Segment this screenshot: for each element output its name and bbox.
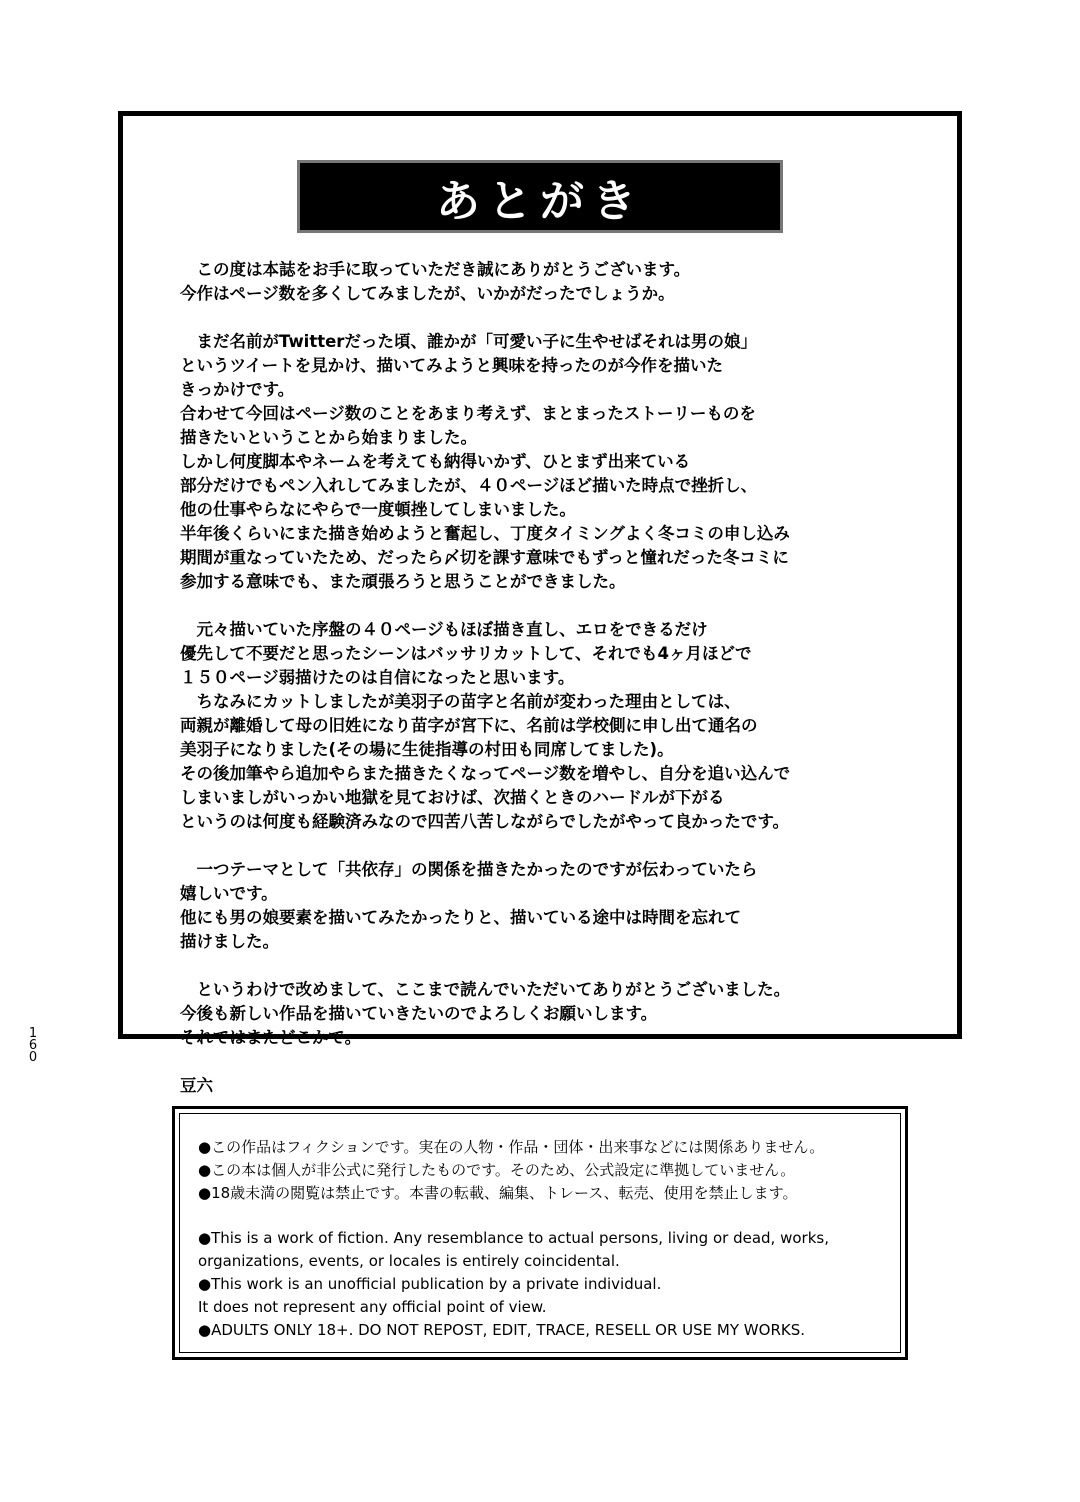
disclaimer-line-ja: ●この本は個人が非公式に発行したものです。そのため、公式設定に準拠していません。 [198,1161,796,1179]
disclaimer-line-ja: ●18歳未満の閲覧は禁止です。本書の転載、編集、トレース、転売、使用を禁止します。 [198,1184,798,1202]
page-number-digit: 1 [28,1026,38,1041]
text-line: ちなみにカットしましたが美羽子の苗字と名前が変わった理由としては、 [180,692,741,711]
text-line: というツイートを見かけ、描いてみようと興味を持ったのが今作を描いた [180,356,724,375]
disclaimer-line-en: organizations, events, or locales is entirely coincidental. [198,1252,620,1270]
disclaimer-line-en: ●This work is an unofficial publication by a private individual. [198,1275,662,1293]
text-line: 描けました。 [180,932,279,951]
text-line: この度は本誌をお手に取っていただき誠にありがとうございます。 [180,260,691,279]
text-line: 期間が重なっていたため、だったら〆切を課す意味でもずっと憧れだった冬コミに [180,548,789,567]
disclaimer-line-ja: ●この作品はフィクションです。実在の人物・作品・団体・出来事などには関係ありません。 [198,1138,825,1156]
text-line: 両親が離婚して母の旧姓になり苗字が宮下に、名前は学校側に申し出て通名の [180,716,758,735]
disclaimer-line-en: ●This is a work of fiction. Any resemblance to actual persons, living or dead, works, [198,1229,829,1247]
text-line: まだ名前がTwitterだった頃、誰かが「可愛い子に生やせばそれは男の娘」 [180,332,757,351]
disclaimer-line-en: ●ADULTS ONLY 18+. DO NOT REPOST, EDIT, TRACE, RESELL OR USE MY WORKS. [198,1321,805,1339]
text-line: 元々描いていた序盤の４０ページもほぼ描き直し、エロをできるだけ [180,620,708,639]
afterword-body [180,258,920,1122]
disclaimer-line-en: It does not represent any official point of view. [198,1298,547,1316]
text-line: というわけで改めまして、ここまで読んでいただいてありがとうございました。 [180,980,791,999]
spacer [198,1205,900,1227]
disclaimer-text [179,1113,901,1353]
paragraph [180,330,920,594]
text-line: 今作はページ数を多くしてみましたが、いかがだったでしょうか。 [180,284,675,303]
text-line: 参加する意味でも、また頑張ろうと思うことができました。 [180,572,626,591]
text-line: 他の仕事やらなにやらで一度頓挫してしまいました。 [180,500,576,519]
title-banner [297,160,783,233]
text-line: 豆六 [180,1076,213,1095]
text-line: 嬉しいです。 [180,884,278,903]
text-line: しかし何度脚本やネームを考えても納得いかず、ひとまず出来ている [180,452,691,471]
text-line: 美羽子になりました(その場に生徒指導の村田も同席してました)。 [180,740,674,759]
paragraph [180,858,920,954]
page-number-digit: 6 [28,1038,38,1053]
page-number [27,1028,39,1064]
text-line: その後加筆やら追加やらまた描きたくなってページ数を増やし、自分を追い込んで [180,764,791,783]
text-line: きっかけです。 [180,380,295,399]
text-line: 半年後くらいにまた描き始めようと奮起し、丁度タイミングよく冬コミの申し込み [180,524,790,543]
page-number-digit: 0 [28,1050,38,1065]
text-line: 一つテーマとして「共依存」の関係を描きたかったのですが伝わっていたら [180,860,758,879]
text-line: 今後も新しい作品を描いていきたいのでよろしくお願いします。 [180,1004,658,1023]
text-line: しまいましがいっかい地獄を見ておけば、次描くときのハードルが下がる [180,788,725,807]
paragraph [180,978,920,1050]
text-line: １５０ページ弱描けたのは自信になったと思います。 [180,668,575,687]
text-line: それではまたどこかで。 [180,1028,362,1047]
page-title: あとがき [300,163,780,230]
text-line: 描きたいということから始まりました。 [180,428,477,447]
text-line: 合わせて今回はページ数のことをあまり考えず、まとまったストーリーものを [180,404,756,423]
paragraph [180,618,920,834]
text-line: というのは何度も経験済みなので四苦八苦しながらでしたがやって良かったです。 [180,812,790,831]
text-line: 部分だけでもペン入れしてみましたが、４０ページほど描いた時点で挫折し、 [180,476,758,495]
text-line: 優先して不要だと思ったシーンはバッサリカットして、それでも4ヶ月ほどで [180,644,752,663]
author-signature [180,1074,920,1098]
disclaimer-box [172,1106,908,1360]
text-line: 他にも男の娘要素を描いてみたかったりと、描いている途中は時間を忘れて [180,908,741,927]
paragraph [180,258,920,306]
